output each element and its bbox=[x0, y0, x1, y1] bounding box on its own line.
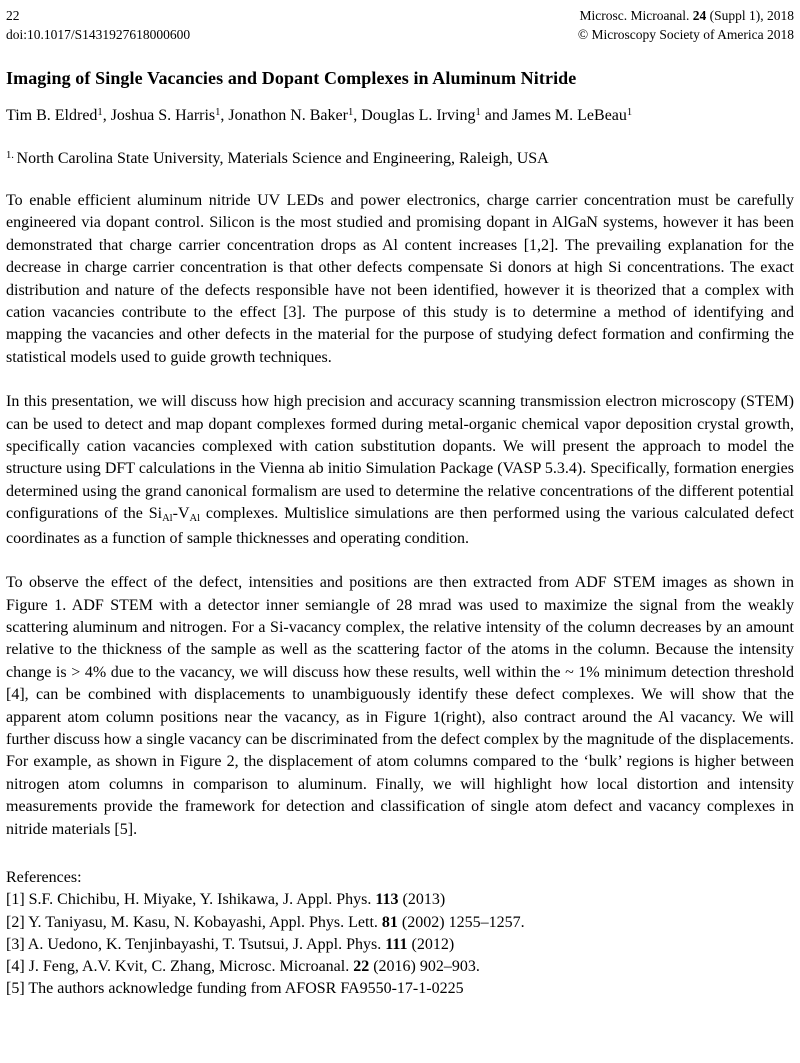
reference-item-4: [4] J. Feng, A.V. Kvit, C. Zhang, Microsc. Microanal. 22 (2016) 902–903. bbox=[6, 958, 480, 976]
abstract-paragraph-1: To enable efficient aluminum nitride UV LEDs and power electronics, charge carrier concentration must be carefully engineered via dopant control. Silicon is the most studied and promising dopant in AlGaN systems, however it has been demonstrated that charge carrier concentration drops as Al content increases [1,2]. The prevailing explanation for the decrease in charge carrier concentration is that other defects compensate Si donors at high Si concentrations. The exact distribution and nature of the defects responsible have not been identified, however it is theorized that a complex with cation vacancies contribute to the effect [3]. The purpose of this study is to determine a method of identifying and mapping the vacancies and other defects in the material for the purpose of studying defect formation and confirming the statistical models used to guide growth techniques. bbox=[6, 192, 794, 366]
abstract-paragraph-3: To observe the effect of the defect, intensities and positions are then extracted from ADF STEM images as shown in Figure 1. ADF STEM with a detector inner semiangle of 28 mrad was used to maximize the signal from the weakly scattering aluminum and nitrogen. For a Si-vacancy complex, the relative intensity of the column decreases by an amount relative to the thickness of the sample as well as the scattering factor of the atoms in the column. Because the intensity change is > 4% due to the vacancy, we will discuss how these results, well within the ~ 1% minimum detection threshold [4], can be combined with displacements to unambiguously identify these defect complexes. We will show that the apparent atom column positions near the vacancy, as in Figure 1(right), also contract around the Al vacancy. We will further discuss how a single vacancy can be discriminated from the defect complex by the magnitude of the displacements. For example, as shown in Figure 2, the displacement of atom columns compared to the ‘bulk’ regions is higher between nitrogen atom columns in comparison to aluminum. Finally, we will highlight how local distortion and intensity measurements provide the framework for detection and classification of single atom defect and vacancy complexes in nitride materials [5]. bbox=[6, 574, 794, 838]
page-header bbox=[6, 6, 794, 44]
journal-citation: Microsc. Microanal. 24 (Suppl 1), 2018 bbox=[579, 8, 794, 23]
abstract-paragraph-2: In this presentation, we will discuss how high precision and accuracy scanning transmission electron microscopy (STEM) can be used to detect and map dopant complexes formed during metal-organic chemical vapor deposition crystal growth, specifically cation vacancies complexed with cation substitution dopants. We will present the approach to model the structure using DFT calculations in the Vienna ab initio Simulation Package (VASP 5.3.4). Specifically, formation energies determined using the grand canonical formalism are used to determine the relative concentrations of the different potential configurations of the SiAl-VAl complexes. Multislice simulations are then performed using the various calculated defect coordinates as a function of sample thicknesses and operating condition. bbox=[6, 393, 794, 547]
reference-item-2: [2] Y. Taniyasu, M. Kasu, N. Kobayashi, Appl. Phys. Lett. 81 (2002) 1255–1257. bbox=[6, 913, 525, 931]
header-left bbox=[6, 6, 190, 44]
header-right bbox=[578, 6, 794, 44]
reference-item-5: [5] The authors acknowledge funding from AFOSR FA9550-17-1-0225 bbox=[6, 980, 464, 998]
authors-line: Tim B. Eldred$^1$, Joshua S. Harris$^1$, Jonathon N. Baker$^1$, Douglas L. Irving$^1$ and James M. LeBeau$^1$ bbox=[6, 107, 633, 124]
page-title: Imaging of Single Vacancies and Dopant Complexes in Aluminum Nitride bbox=[6, 68, 577, 88]
reference-item-1: [1] S.F. Chichibu, H. Miyake, Y. Ishikawa, J. Appl. Phys. 113 (2013) bbox=[6, 891, 446, 909]
affiliation-line: $^{1.}$ North Carolina State University, Materials Science and Engineering, Raleigh, USA bbox=[6, 150, 549, 167]
copyright-text: © Microscopy Society of America 2018 bbox=[577, 27, 794, 42]
references-heading: References: bbox=[6, 868, 82, 886]
reference-item-3: [3] A. Uedono, K. Tenjinbayashi, T. Tsutsui, J. Appl. Phys. 111 (2012) bbox=[6, 935, 455, 953]
doi-text: doi:10.1017/S1431927618000600 bbox=[6, 27, 191, 42]
references-section bbox=[6, 867, 794, 1001]
page-number: 22 bbox=[6, 8, 20, 23]
